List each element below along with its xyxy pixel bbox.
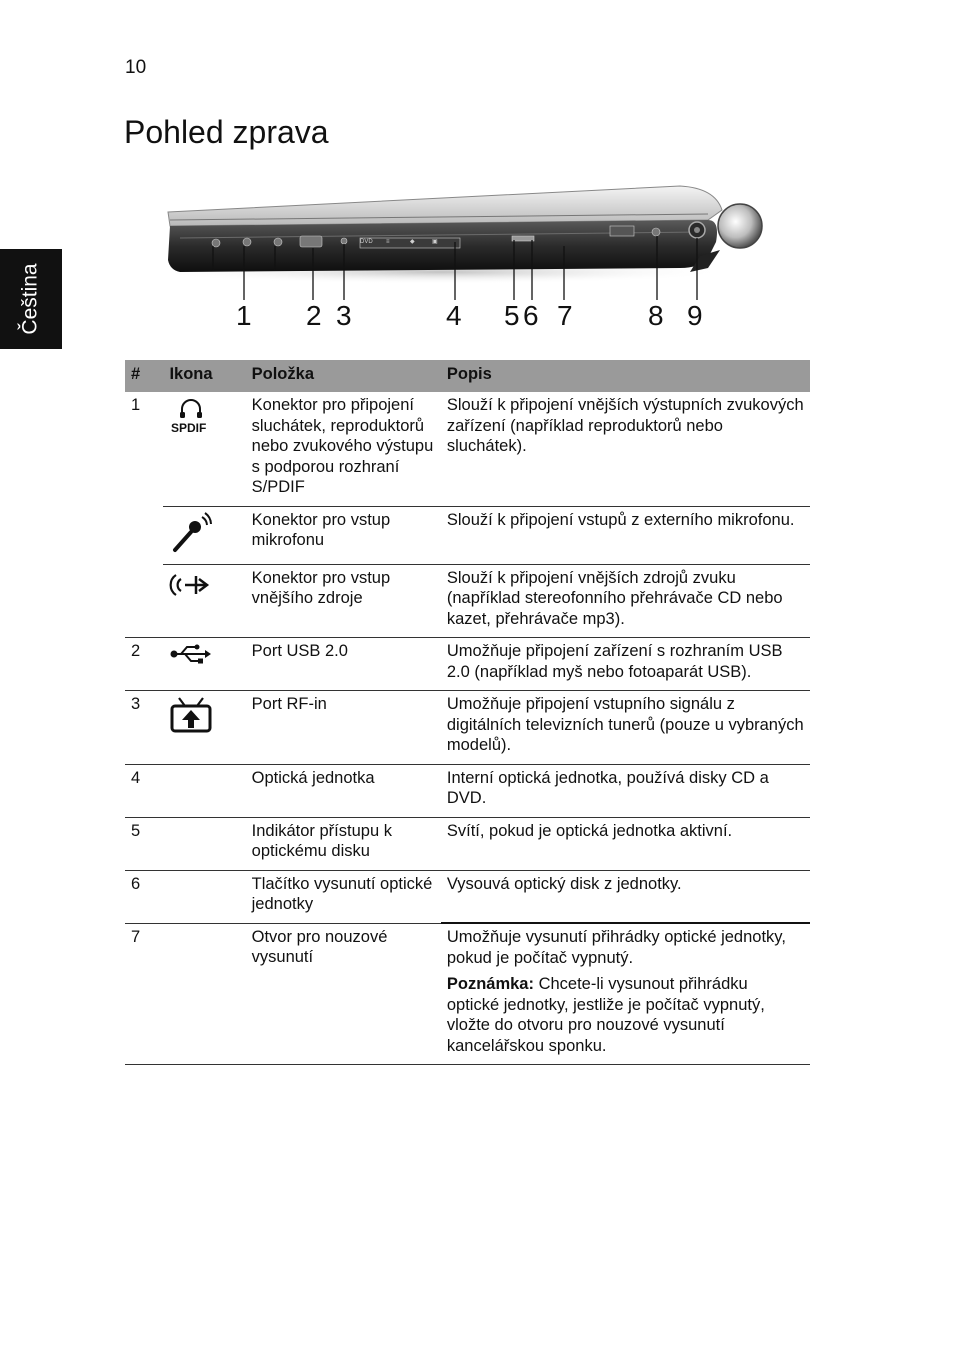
table-row	[125, 392, 810, 506]
table-header-row	[125, 360, 810, 392]
callout-3: 3	[336, 300, 352, 331]
note-paragraph	[447, 974, 804, 1056]
callout-2: 2	[306, 300, 322, 331]
svg-text:DVD: DVD	[360, 239, 373, 245]
row-icon-empty	[163, 870, 245, 923]
row-desc: Interní optická jednotka, používá disky CD a DVD.	[441, 764, 810, 817]
row-item: Konektor pro vstup vnějšího zdroje	[246, 564, 441, 638]
row-num: 2	[125, 638, 163, 691]
row-item: Optická jednotka	[246, 764, 441, 817]
row-item: Port RF-in	[246, 691, 441, 765]
row-icon-empty	[163, 764, 245, 817]
usb-icon	[163, 638, 245, 691]
row-desc: Slouží k připojení vnějších výstupních zvukových zařízení (například reproduktorů nebo sluchátek).	[441, 392, 810, 506]
row-item: Tlačítko vysunutí optické jednotky	[246, 870, 441, 923]
row-desc: Slouží k připojení vstupů z externího mikrofonu.	[441, 506, 810, 564]
page-number: 10	[125, 57, 147, 78]
row-icon-empty	[163, 923, 245, 1065]
row-num: 6	[125, 870, 163, 923]
language-side-tab-label: Čeština	[19, 263, 43, 335]
row-num: 4	[125, 764, 163, 817]
callout-8: 8	[648, 300, 664, 331]
row-item: Konektor pro připojení sluchátek, reproduktorů nebo zvukového výstupu s podporou rozhraní S/PDIF	[246, 392, 441, 506]
row-num: 3	[125, 691, 163, 765]
table-row	[125, 817, 810, 870]
row-num	[125, 506, 163, 564]
note-label: Poznámka:	[446, 975, 534, 993]
page-title: Pohled zprava	[124, 114, 329, 150]
table-row	[125, 638, 810, 691]
table-row	[125, 764, 810, 817]
callout-6: 6	[523, 300, 539, 331]
row-desc: Umožňuje připojení zařízení s rozhraním USB 2.0 (například myš nebo fotoaparát USB).	[441, 638, 810, 691]
row-item: Port USB 2.0	[246, 638, 441, 691]
language-side-tab	[0, 249, 62, 349]
table-row	[125, 691, 810, 765]
rf-in-icon	[163, 691, 245, 765]
svg-text:≡: ≡	[386, 239, 390, 245]
spdif-icon-text: SPDIF	[171, 421, 207, 435]
row-desc: Slouží k připojení vnějších zdrojů zvuku (například stereofonního přehrávače CD nebo kazet, přehrávače mp3).	[441, 564, 810, 638]
row-item: Konektor pro vstup mikrofonu	[246, 506, 441, 564]
row-desc-cell	[441, 923, 810, 1065]
note-text: Chcete-li vysunout přihrádku optické jednotky, jestliže je počítač vypnutý, vložte do otvoru pro nouzové vysunutí kancelářskou sponku.	[446, 975, 765, 1055]
header-num: #	[125, 360, 163, 392]
table-row	[125, 564, 810, 638]
table-row	[125, 506, 810, 564]
row-desc: Vysouvá optický disk z jednotky.	[441, 870, 810, 923]
row-num: 7	[125, 923, 163, 1065]
row-desc: Umožňuje připojení vstupního signálu z digitálních televizních tunerů (pouze u vybraných modelů).	[441, 691, 810, 765]
row-item: Indikátor přístupu k optickému disku	[246, 817, 441, 870]
microphone-icon	[163, 506, 245, 564]
callout-9: 9	[687, 300, 703, 331]
callout-5: 5	[504, 300, 520, 331]
ports-spec-table	[125, 360, 810, 1065]
svg-text:◆: ◆	[410, 239, 415, 245]
callout-7: 7	[557, 300, 573, 331]
callout-1: 1	[236, 300, 252, 331]
row-desc: Svítí, pokud je optická jednotka aktivní.	[441, 817, 810, 870]
row-desc: Umožňuje vysunutí přihrádky optické jednotky, pokud je počítač vypnutý.	[446, 928, 786, 967]
callout-4: 4	[446, 300, 462, 331]
table-row	[125, 870, 810, 923]
headphone-spdif-icon	[163, 392, 245, 506]
row-item: Otvor pro nouzové vysunutí	[246, 923, 441, 1065]
row-num: 5	[125, 817, 163, 870]
table-row	[125, 923, 810, 1065]
row-num: 1	[131, 396, 141, 414]
line-in-icon	[163, 564, 245, 638]
svg-text:▣: ▣	[432, 239, 438, 245]
header-desc: Popis	[441, 360, 810, 392]
header-item: Položka	[246, 360, 441, 392]
header-icon: Ikona	[163, 360, 245, 392]
row-icon-empty	[163, 817, 245, 870]
row-num	[125, 564, 163, 638]
